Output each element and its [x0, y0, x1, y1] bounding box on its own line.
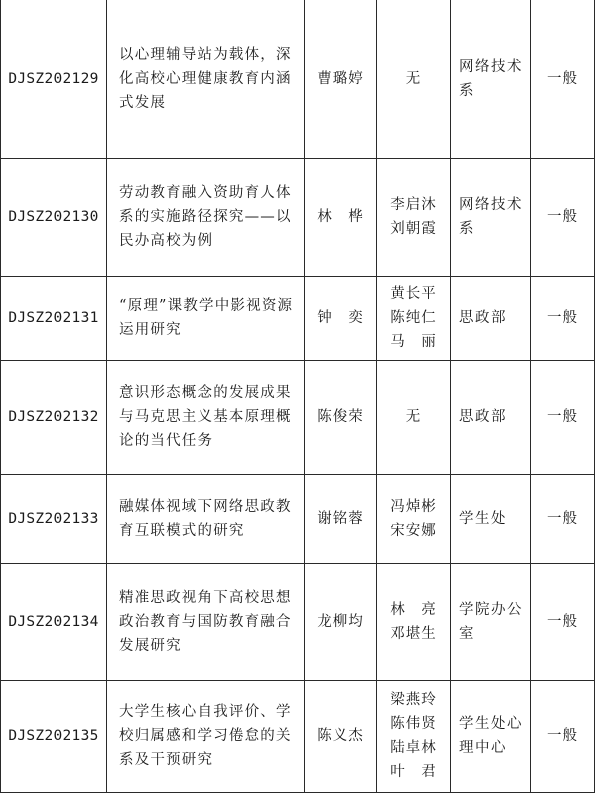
project-level: 一般: [531, 360, 595, 474]
project-members: [377, 360, 451, 474]
project-level: 一般: [531, 276, 595, 360]
project-department: 网络技术系: [451, 0, 531, 158]
member-name: 叶 君: [390, 764, 437, 780]
project-code: DJSZ202135: [1, 680, 107, 792]
project-title: 以心理辅导站为载体，深化高校心理健康教育内涵式发展: [107, 0, 305, 158]
project-level: 一般: [531, 680, 595, 792]
project-department: 学院办公室: [451, 563, 531, 680]
project-department: 学生处心理中心: [451, 680, 531, 792]
project-department: 网络技术系: [451, 158, 531, 276]
project-members: [377, 680, 451, 792]
table-row: [1, 563, 595, 680]
member-name: 林 亮: [390, 601, 437, 618]
member-name: 冯焯彬: [390, 498, 437, 515]
member-name: 黄长平: [390, 286, 437, 302]
table-row: [1, 360, 595, 474]
table-row: [1, 276, 595, 360]
project-host: 陈义杰: [305, 680, 377, 792]
project-members: [377, 474, 451, 563]
project-department: 学生处: [451, 474, 531, 563]
member-name: 陆卓林: [390, 740, 437, 756]
project-title: 劳动教育融入资助育人体系的实施路径探究——以民办高校为例: [107, 158, 305, 276]
member-name: 刘朝霞: [390, 221, 437, 237]
member-name: 无: [405, 409, 422, 425]
project-level: 一般: [531, 0, 595, 158]
project-title: “原理”课教学中影视资源运用研究: [107, 276, 305, 360]
project-code: DJSZ202131: [1, 276, 107, 360]
member-name: 梁燕玲: [390, 692, 437, 708]
member-name: 无: [405, 70, 422, 87]
project-code: DJSZ202129: [1, 0, 107, 158]
project-members: [377, 276, 451, 360]
member-name: 邓堪生: [390, 625, 437, 642]
project-code: DJSZ202134: [1, 563, 107, 680]
project-members: [377, 158, 451, 276]
member-name: 李启沐: [390, 197, 437, 213]
project-title: 大学生核心自我评价、学校归属感和学习倦怠的关系及干预研究: [107, 680, 305, 792]
project-host: 曹璐婷: [305, 0, 377, 158]
project-department: 思政部: [451, 360, 531, 474]
table-row: [1, 158, 595, 276]
project-code: DJSZ202132: [1, 360, 107, 474]
project-host: 谢铭蓉: [305, 474, 377, 563]
project-department: 思政部: [451, 276, 531, 360]
member-name: 陈伟贤: [390, 716, 437, 732]
project-title: 融媒体视域下网络思政教育互联模式的研究: [107, 474, 305, 563]
project-host: 林 桦: [305, 158, 377, 276]
table-row: [1, 474, 595, 563]
project-host: 陈俊荣: [305, 360, 377, 474]
project-members: [377, 563, 451, 680]
project-title: 意识形态概念的发展成果与马克思主义基本原理概论的当代任务: [107, 360, 305, 474]
project-level: 一般: [531, 158, 595, 276]
member-name: 马 丽: [390, 334, 437, 350]
project-level: 一般: [531, 563, 595, 680]
project-code: DJSZ202133: [1, 474, 107, 563]
project-code: DJSZ202130: [1, 158, 107, 276]
member-name: 陈纯仁: [390, 310, 437, 326]
project-host: 钟 奕: [305, 276, 377, 360]
table-row: [1, 0, 595, 158]
member-name: 宋安娜: [390, 522, 437, 539]
project-title: 精准思政视角下高校思想政治教育与国防教育融合发展研究: [107, 563, 305, 680]
project-members: [377, 0, 451, 158]
table-row: [1, 680, 595, 792]
project-host: 龙柳均: [305, 563, 377, 680]
project-level: 一般: [531, 474, 595, 563]
